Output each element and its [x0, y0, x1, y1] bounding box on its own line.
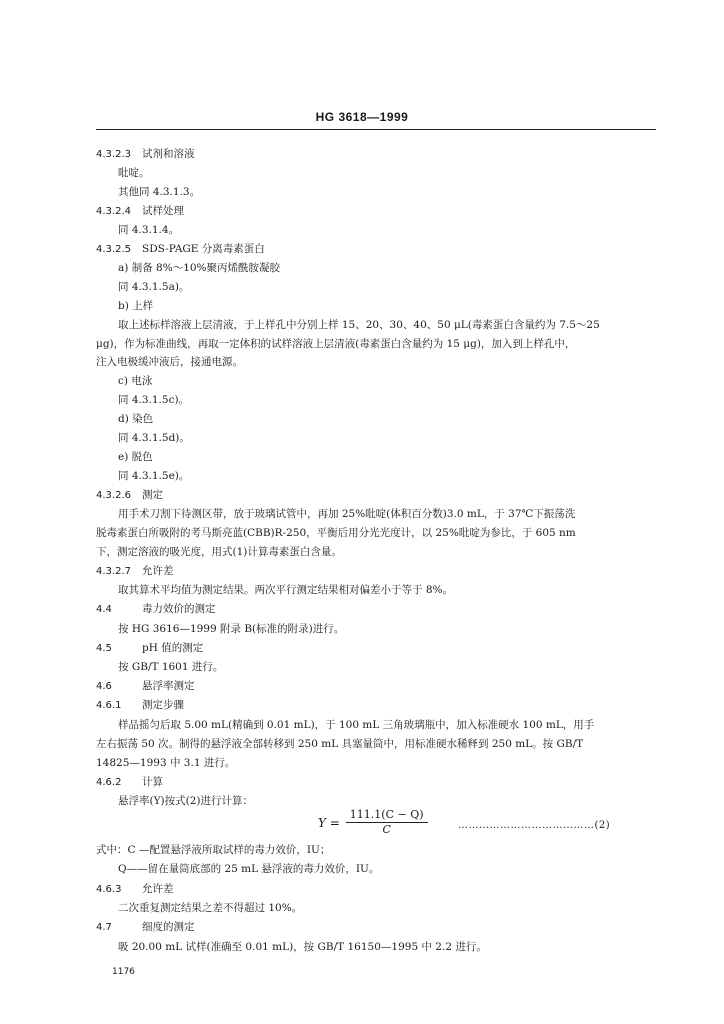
section-number: 4.5 [96, 643, 112, 654]
formula-denominator: C [382, 823, 391, 836]
section-heading [96, 882, 174, 897]
text-line: d) 染色 [118, 413, 154, 425]
section-heading [96, 920, 195, 935]
section-number: 4.4 [96, 604, 112, 615]
section-title: 悬浮率测定 [142, 680, 195, 692]
text-line: 式中：C —配置悬浮液所取试样的毒力效价，IU； [96, 844, 331, 856]
header-rule [96, 129, 656, 130]
section-heading [96, 204, 184, 219]
text-line: 悬浮率(Y)按式(2)进行计算： [118, 795, 253, 807]
text-line: a) 制备 8%～10%聚丙烯酰胺凝胶 [118, 262, 281, 274]
section-number: 4.3.2.5 [96, 244, 131, 255]
section-number: 4.3.2.4 [96, 206, 131, 217]
text-line: 同 4.3.1.5e)。 [118, 470, 190, 482]
text-line: 吡啶。 [118, 167, 150, 179]
document-header: HG 3618—1999 [315, 110, 409, 124]
section-number: 4.6.2 [96, 777, 122, 788]
text-line: 样品摇匀后取 5.00 mL(精确到 0.01 mL)，于 100 mL 三角玻璃瓶中，加入标准硬水 100 mL，用手 [118, 719, 595, 731]
section-number: 4.6.3 [96, 884, 122, 895]
text-line: 14825—1993 中 3.1 进行。 [96, 757, 236, 769]
section-title: SDS-PAGE 分离毒素蛋白 [142, 243, 265, 255]
formula-leader-dots: ………………………………… [458, 820, 595, 831]
text-line: Q——留在量筒底部的 25 mL 悬浮液的毒力效价，IU。 [118, 863, 380, 875]
formula-2 [318, 808, 428, 837]
section-heading [96, 147, 195, 162]
text-line: 吸 20.00 mL 试样(准确至 0.01 mL)，按 GB/T 16150—1995 中 2.2 进行。 [118, 941, 487, 953]
text-line: e) 脱色 [118, 451, 153, 463]
formula-fraction [346, 808, 428, 837]
section-number: 4.3.2.3 [96, 149, 131, 160]
section-heading [96, 488, 163, 503]
formula-lhs: Y = [318, 815, 340, 830]
section-title: 测定步骤 [142, 699, 184, 711]
section-title: 毒力效价的测定 [142, 603, 216, 615]
section-heading [96, 602, 216, 617]
section-number: 4.7 [96, 922, 112, 933]
text-line: 同 4.3.1.4。 [118, 224, 180, 236]
section-heading [96, 679, 195, 694]
section-title: 细度的测定 [142, 921, 195, 933]
text-line: 同 4.3.1.5d)。 [118, 432, 190, 444]
text-line: 同 4.3.1.5c)。 [118, 394, 190, 406]
formula-numerator: 111.1(C − Q) [346, 808, 428, 823]
text-line: 按 HG 3616—1999 附录 B(标准的附录)进行。 [118, 623, 345, 635]
text-line: 同 4.3.1.5a)。 [118, 281, 190, 293]
section-heading [96, 698, 184, 713]
section-title: 允许差 [142, 883, 174, 895]
formula-eq-number: (2) [594, 820, 611, 831]
page-number: 1176 [112, 967, 135, 977]
text-line: 下，测定溶液的吸光度，用式(1)计算毒素蛋白含量。 [96, 546, 342, 558]
section-title: 允许差 [142, 565, 174, 577]
text-line: 二次重复测定结果之差不得超过 10%。 [118, 902, 303, 914]
text-line: 左右振荡 50 次。制得的悬浮液全部转移到 250 mL 具塞量筒中，用标准硬水稀释到 250 mL。按 GB/T [96, 738, 584, 750]
text-line: 按 GB/T 1601 进行。 [118, 661, 224, 673]
section-heading [96, 641, 203, 656]
section-title: 试样处理 [142, 205, 184, 217]
text-line: 注入电极缓冲液后，接通电源。 [96, 356, 243, 368]
text-line: 其他同 4.3.1.3。 [118, 186, 201, 198]
section-number: 4.3.2.7 [96, 566, 131, 577]
text-line: μg)，作为标准曲线，再取一定体积的试样溶液上层清液(毒素蛋白含量约为 15 μg)，加入到上样孔中， [96, 338, 576, 350]
section-number: 4.6.1 [96, 700, 122, 711]
section-heading [96, 564, 174, 579]
section-number: 4.6 [96, 681, 112, 692]
section-number: 4.3.2.6 [96, 490, 131, 501]
section-heading [96, 775, 163, 790]
section-heading [96, 242, 265, 257]
text-line: 用手术刀割下待测区带，放于玻璃试管中，再加 25%吡啶(体积百分数)3.0 mL，于 37℃下振荡洗 [118, 508, 576, 520]
section-title: 试剂和溶液 [142, 148, 195, 160]
text-line: 取上述标样溶液上层清液，于上样孔中分别上样 15、20、30、40、50 μL(毒素蛋白含量约为 7.5～25 [118, 319, 600, 331]
section-title: pH 值的测定 [142, 642, 204, 654]
section-title: 测定 [142, 489, 163, 501]
text-line: c) 电泳 [118, 375, 153, 387]
formula-leader [458, 820, 610, 831]
text-line: 脱毒素蛋白所吸附的考马斯亮蓝(CBB)R-250，平衡后用分光光度计，以 25%吡啶为参比，于 605 nm [96, 527, 576, 539]
text-line: 取其算术平均值为测定结果。两次平行测定结果相对偏差小于等于 8%。 [118, 584, 453, 596]
text-line: b) 上样 [118, 300, 154, 312]
section-title: 计算 [142, 776, 163, 788]
